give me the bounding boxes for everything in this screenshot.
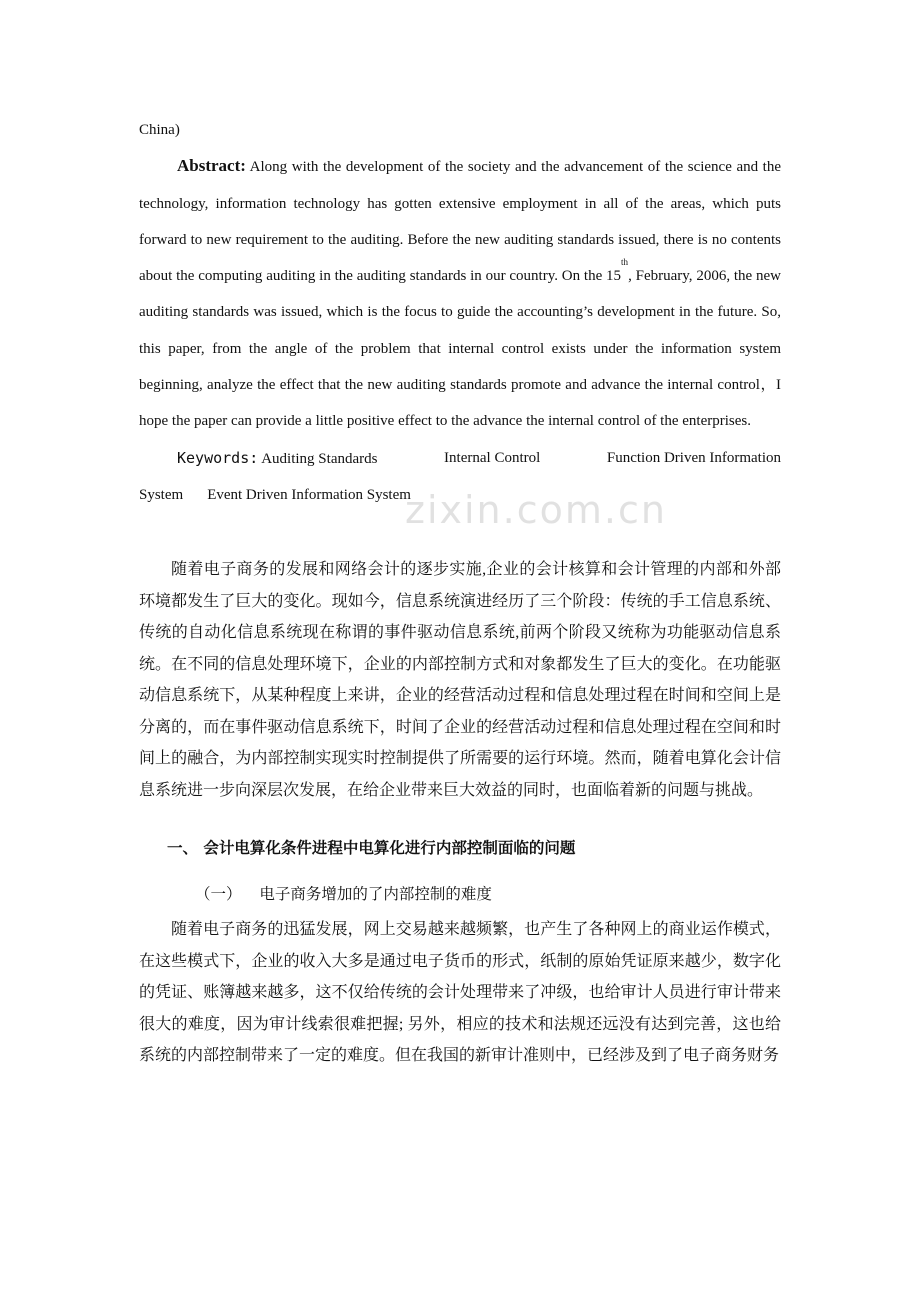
subsection-title: 电子商务增加的了内部控制的难度	[259, 886, 492, 904]
document-page	[139, 112, 781, 1072]
keyword: Internal Control	[444, 449, 541, 466]
abstract-label: Abstract:	[177, 156, 246, 176]
chinese-body	[139, 554, 781, 806]
abstract-text-2: , February, 2006, the new auditing standards was issued, which is the focus to guide the accounting’s development in the future. So, this paper, from the angle of the problem that internal control exists under the information system beginning, analyze the effect that the new auditing standards promote and advance the internal control，I hope the paper can provide a little positive effect to the advance the internal control of the enterprises.	[139, 268, 781, 430]
keywords-line-2	[139, 477, 781, 513]
keyword: Function Driven Information	[606, 449, 781, 466]
keyword: System	[139, 486, 184, 503]
section-title: 会计电算化条件进程中电算化进行内部控制面临的问题	[203, 839, 576, 858]
watermark: zixin.com.cn	[405, 488, 667, 532]
body-paragraph: 随着电子商务的迅猛发展，网上交易越来越频繁，也产生了各种网上的商业运作模式，在这些模式下，企业的收入大多是通过电子货币的形式，纸制的原始凭证原来越少，数字化的凭证、账簿越来越多，这不仅给传统的会计处理带来了冲级，也给审计人员进行审计带来很大的难度，因为审计线索很难把握; 另外，相应的技术和法规还远没有达到完善，这也给系统的内部控制带来了一定的难度。但在我国的新审计准则中，已经涉及到了电子商务财务	[139, 921, 781, 1065]
english-abstract-block	[139, 112, 781, 513]
chinese-body-2	[139, 914, 781, 1072]
section-heading	[167, 833, 781, 864]
section-number: 一、	[167, 839, 199, 858]
subsection-heading	[195, 879, 781, 910]
keywords-label: Keywords:	[177, 448, 259, 467]
keyword: Auditing Standards	[261, 450, 378, 467]
keywords-line-1	[177, 440, 781, 477]
intro-paragraph: 随着电子商务的发展和网络会计的逐步实施,企业的会计核算和会计管理的内部和外部环境都发生了巨大的变化。现如今，信息系统演进经历了三个阶段：传统的手工信息系统、传统的自动化信息系统现在称谓的事件驱动信息系统,前两个阶段又统称为功能驱动信息系统。在不同的信息处理环境下，企业的内部控制方式和对象都发生了巨大的变化。在功能驱动信息系统下，从某种程度上来讲，企业的经营活动过程和信息处理过程在时间和空间上是分离的，而在事件驱动信息系统下，时间了企业的经营活动过程和信息处理过程在空间和时间上的融合，为内部控制实现实时控制提供了所需要的运行环境。然而，随着电算化会计信息系统进一步向深层次发展，在给企业带来巨大效益的同时，也面临着新的问题与挑战。	[139, 561, 781, 799]
keyword: Event Driven Information System	[207, 486, 411, 503]
affiliation-tail: China)	[139, 122, 180, 138]
abstract-paragraph	[139, 148, 781, 439]
subsection-number: （一）	[195, 886, 242, 904]
abstract-text-1: Along with the development of the society and the advancement of the science and the technology, information technology has gotten extensive employment in all of the areas, which puts forward to new requirement to the auditing. Before the new auditing standards issued, there is no contents about the computing auditing in the auditing standards in our country. On the 15	[139, 159, 781, 285]
abstract-superscript: th	[621, 257, 629, 268]
